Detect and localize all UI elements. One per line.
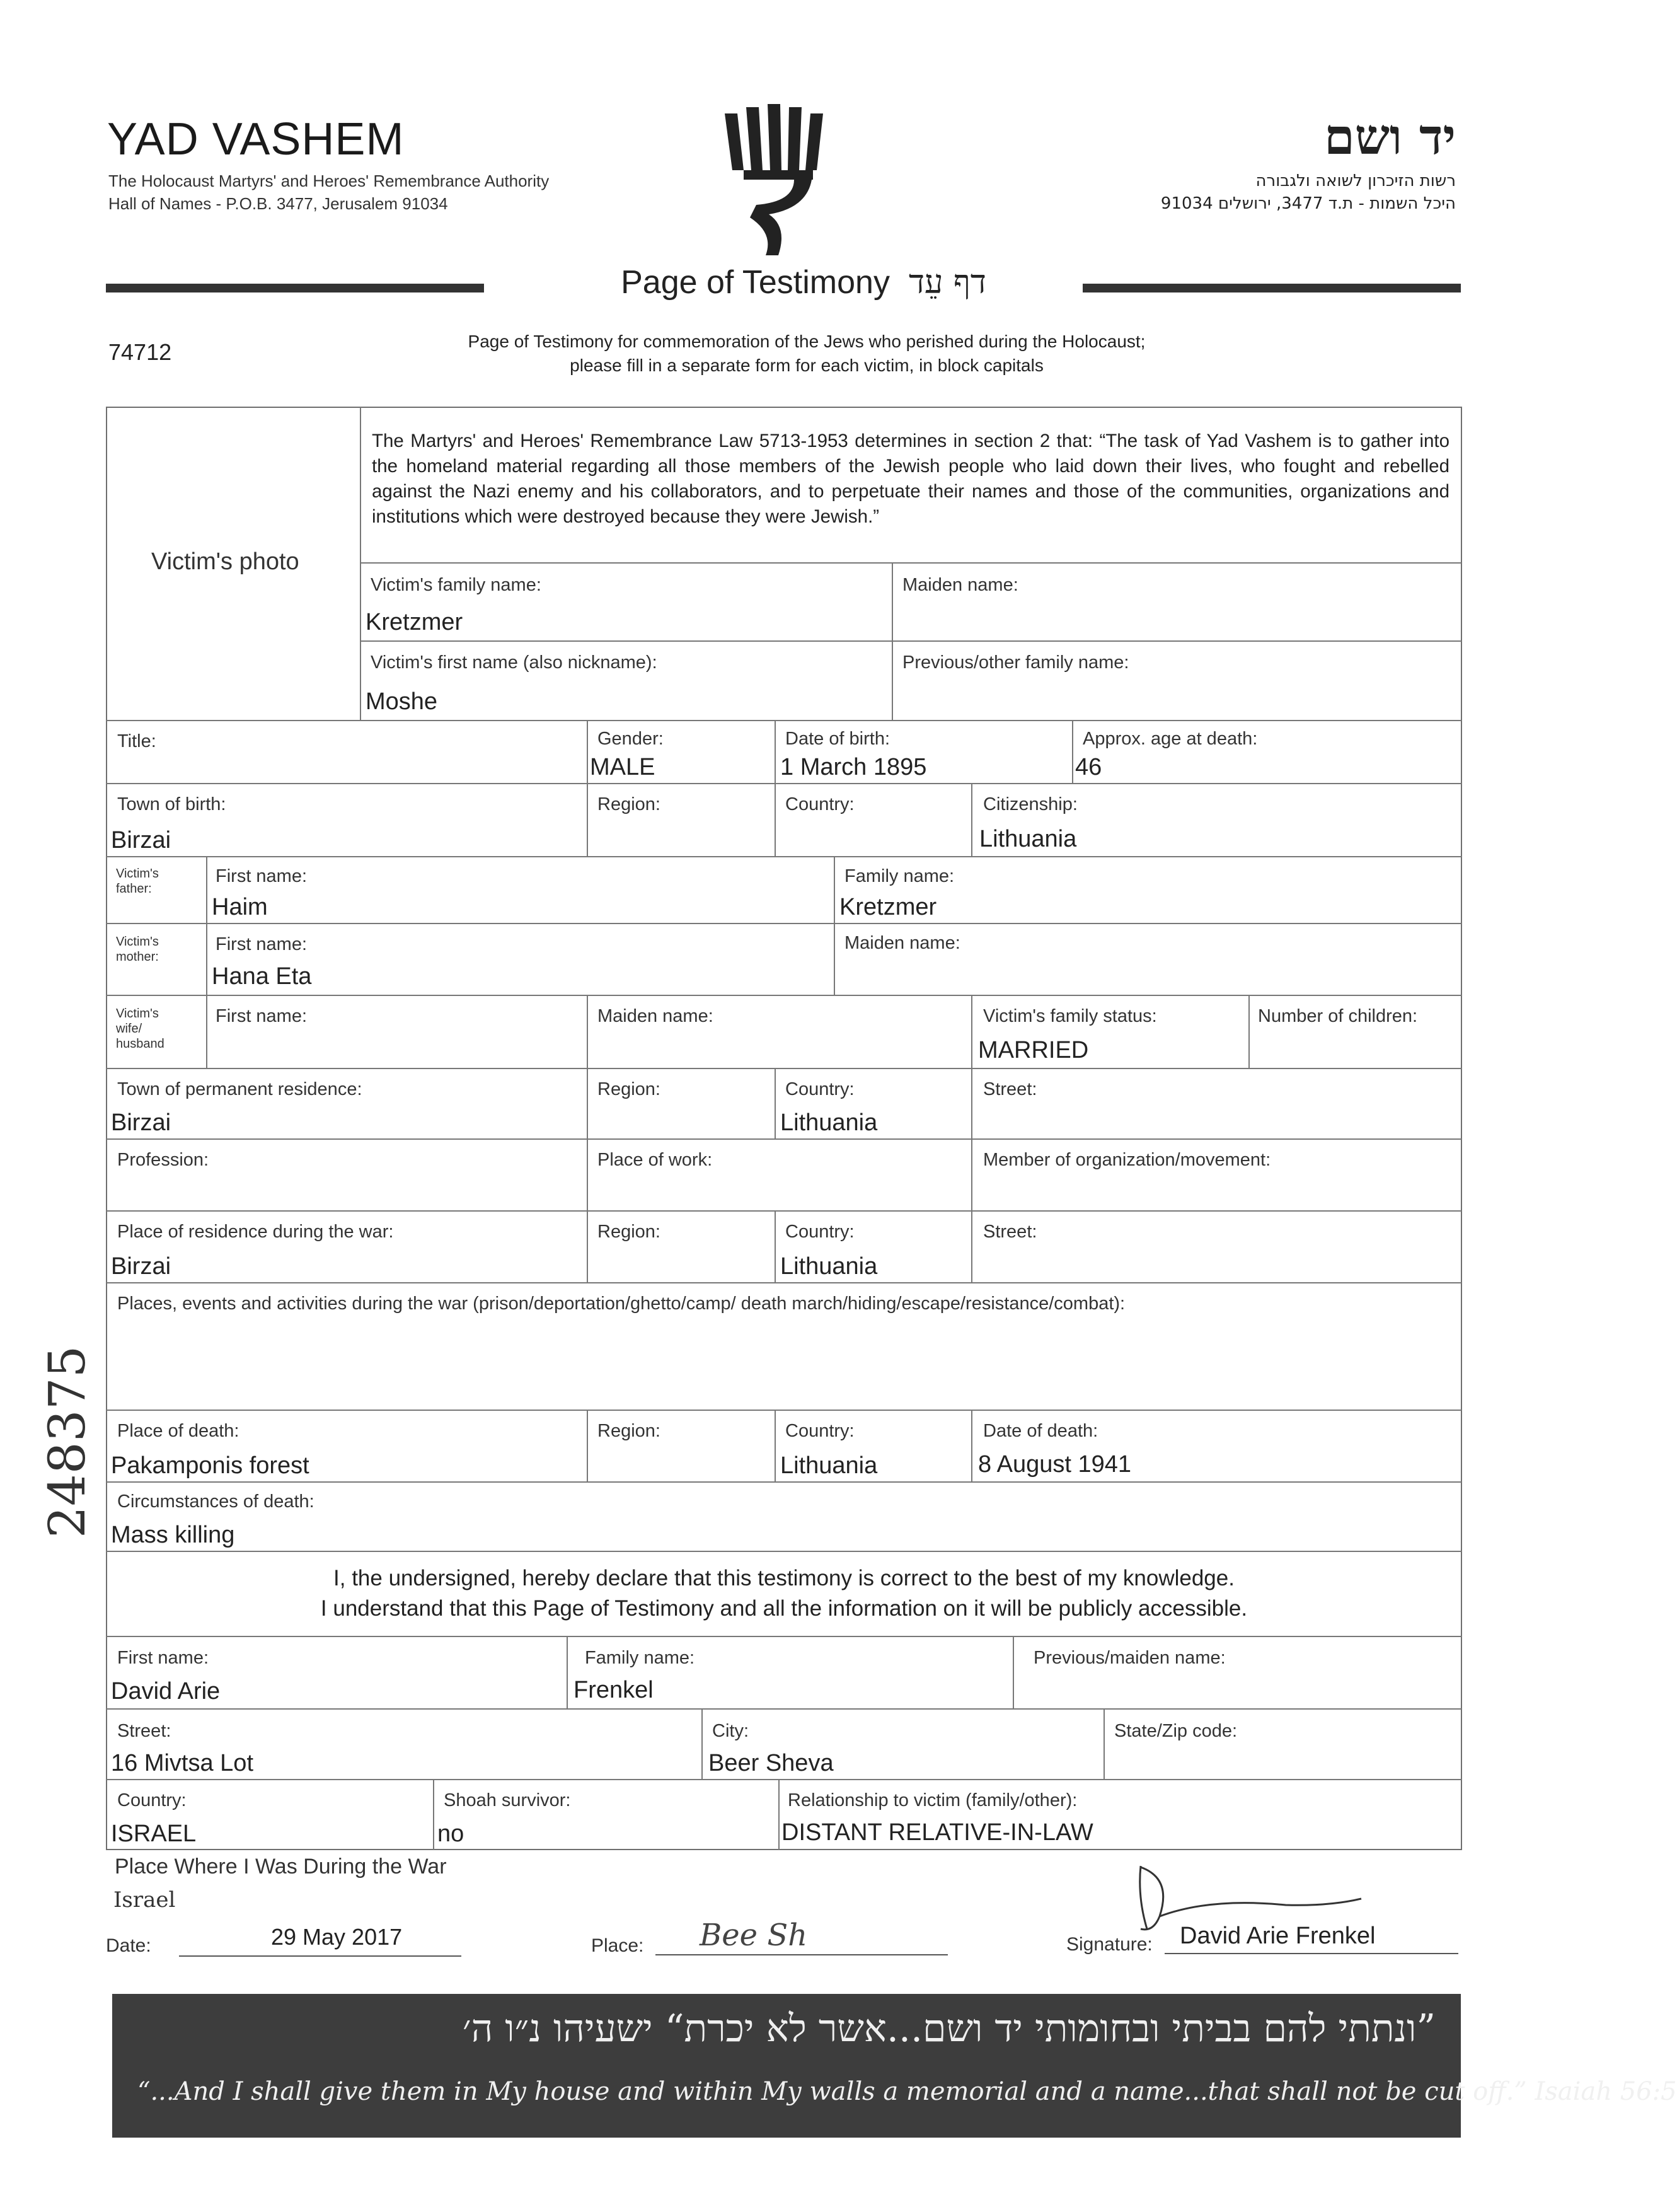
form-id: 74712 [108, 339, 172, 365]
war-street-label: Street: [983, 1222, 1037, 1242]
declaration-line-2: I understand that this Page of Testimony and all the information on it will be publicly accessible. [320, 1596, 1248, 1621]
signature-line [1165, 1953, 1458, 1954]
sub-city-value: Beer Sheva [708, 1750, 834, 1776]
death-circ-value: Mass killing [111, 1522, 235, 1548]
war-country-label: Country: [785, 1222, 855, 1242]
residence-street-cell [972, 1068, 1462, 1139]
org-line-1: The Holocaust Martyrs' and Heroes' Remembrance Authority [108, 171, 550, 190]
date-line [179, 1955, 461, 1957]
footer-banner [112, 1994, 1677, 2138]
age-label: Approx. age at death: [1083, 729, 1258, 749]
death-country-label: Country: [785, 1421, 855, 1441]
sub-city-label: City: [712, 1721, 749, 1741]
war-region-label: Region: [597, 1222, 660, 1242]
place-label: Place: [591, 1935, 644, 1956]
page-title [0, 263, 1607, 301]
declaration-line-1: I, the undersigned, hereby declare that this testimony is correct to the best of my knowledge. [333, 1566, 1235, 1590]
sub-relation-value: DISTANT RELATIVE-IN-LAW [781, 1819, 1093, 1846]
mother-label: Victim's mother: [116, 935, 159, 964]
sub-survivor-label: Shoah survivor: [444, 1790, 571, 1810]
sub-country-value: ISRAEL [111, 1821, 197, 1847]
sub-first-label: First name: [117, 1648, 209, 1668]
war-place-label: Place Where I Was During the War [115, 1855, 447, 1879]
death-region-label: Region: [597, 1421, 660, 1441]
dob-value: 1 March 1895 [780, 754, 927, 780]
sub-family-value: Frenkel [573, 1677, 654, 1703]
maiden-name-label: Maiden name: [902, 575, 1018, 595]
citizenship-value: Lithuania [979, 826, 1077, 852]
profession-label: Profession: [117, 1150, 209, 1170]
spouse-maiden-label: Maiden name: [597, 1006, 713, 1026]
law-text: The Martyrs' and Heroes' Remembrance Law 5713-1953 determines in section 2 that: “The task of Yad Vashem is to gather into the homeland material regarding all those members of the Jewish people who laid down their lives, who fought and rebelled against the Nazi enemy and his collaborators, and to perpetuate their names and those of the communities, organizations and institutions which were destroyed because they were Jewish.” [372, 431, 1449, 527]
town-birth-value: Birzai [111, 827, 171, 854]
page-title-en: Page of Testimony [621, 264, 890, 301]
father-first-label: First name: [216, 866, 308, 886]
death-country-value: Lithuania [780, 1452, 878, 1479]
sub-state-label: State/Zip code: [1114, 1721, 1238, 1741]
father-family-label: Family name: [844, 866, 955, 886]
org-line-2: Hall of Names - P.O.B. 3477, Jerusalem 91034 [108, 194, 448, 213]
mother-first-value: Hana Eta [212, 963, 312, 990]
prev-family-label: Previous/other family name: [902, 652, 1129, 673]
sub-relation-label: Relationship to victim (family/other): [788, 1790, 1078, 1810]
heb-org-line-1: רשות הזיכרון לשואה ולגבורה [1255, 171, 1456, 190]
place-line [655, 1954, 948, 1955]
death-date-value: 8 August 1941 [978, 1451, 1131, 1478]
family-status-value: MARRIED [978, 1037, 1089, 1063]
footer-english-quote: “...And I shall give them in My house and within My walls a memorial and a name...that shall not be cut off.” Isaiah 56:5 [137, 2077, 1677, 2106]
death-place-value: Pakamponis forest [111, 1452, 309, 1479]
sub-street-label: Street: [117, 1721, 171, 1741]
war-street-cell [972, 1211, 1462, 1283]
family-name-label: Victim's family name: [371, 575, 541, 595]
sub-prev-label: Previous/maiden name: [1034, 1648, 1226, 1668]
father-label: Victim's father: [116, 867, 159, 896]
gender-value: MALE [590, 754, 655, 780]
side-handwritten-number: 248375 [38, 1345, 96, 1538]
sub-family-label: Family name: [585, 1648, 695, 1668]
mother-first-label: First name: [216, 934, 308, 954]
place-handwritten: Bee Sh [700, 1918, 808, 1953]
father-first-value: Haim [212, 894, 268, 920]
membership-label: Member of organization/movement: [983, 1150, 1271, 1170]
sub-first-value: David Arie [111, 1678, 221, 1705]
family-name-value: Kretzmer [366, 609, 463, 635]
residence-town-value: Birzai [111, 1109, 171, 1136]
yad-vashem-logo [718, 101, 844, 258]
war-events-label: Places, events and activities during the war (prison/deportation/ghetto/camp/ death march/hiding/escape/resistance/combat): [117, 1294, 1126, 1314]
family-status-label: Victim's family status: [983, 1006, 1157, 1026]
spouse-first-label: First name: [216, 1006, 308, 1026]
war-place-value: Israel [113, 1887, 176, 1913]
date-value: 29 May 2017 [271, 1924, 403, 1950]
footer-hebrew-quote: ”ונתתי להם בביתי ובחומותי יד ושם...אשר לא יכרת“ ישעיהו נ״ו ה׳ [462, 2006, 1436, 2051]
first-name-value: Moshe [366, 688, 438, 715]
residence-town-label: Town of permanent residence: [117, 1079, 362, 1099]
war-residence-label: Place of residence during the war: [117, 1222, 394, 1242]
town-birth-label: Town of birth: [117, 794, 226, 814]
region-birth-label: Region: [597, 794, 660, 814]
dob-label: Date of birth: [785, 729, 890, 749]
work-place-label: Place of work: [597, 1150, 713, 1170]
war-country-value: Lithuania [780, 1253, 878, 1280]
death-date-label: Date of death: [983, 1421, 1098, 1441]
death-circ-label: Circumstances of death: [117, 1491, 314, 1512]
residence-country-label: Country: [785, 1079, 855, 1099]
children-label: Number of children: [1258, 1006, 1418, 1026]
heb-org-line-2: היכל השמות - ת.ד 3477, ירושלים 91034 [1160, 194, 1456, 213]
citizenship-label: Citizenship: [983, 794, 1078, 814]
first-name-label: Victim's first name (also nickname): [371, 652, 657, 673]
war-residence-value: Birzai [111, 1253, 171, 1280]
intro-line-1: Page of Testimony for commemoration of the Jews who perished during the Holocaust; [468, 332, 1146, 351]
residence-street-label: Street: [983, 1079, 1037, 1099]
residence-country-value: Lithuania [780, 1109, 878, 1136]
father-family-value: Kretzmer [839, 894, 937, 920]
mother-maiden-label: Maiden name: [844, 933, 960, 953]
date-label: Date: [106, 1935, 151, 1956]
sub-state-cell [1104, 1709, 1462, 1780]
residence-region-label: Region: [597, 1079, 660, 1099]
page-title-he: דף עֵד [908, 263, 986, 301]
sub-street-value: 16 Mivtsa Lot [111, 1750, 253, 1776]
signature-label: Signature: [1066, 1934, 1153, 1955]
intro-text [353, 330, 1260, 378]
spouse-label: Victim's wife/ husband [116, 1007, 164, 1051]
signature-name: David Arie Frenkel [1180, 1923, 1376, 1949]
sub-survivor-value: no [437, 1821, 464, 1847]
sub-country-label: Country: [117, 1790, 187, 1810]
org-name: YAD VASHEM [107, 114, 405, 165]
title-label: Title: [117, 731, 156, 751]
heb-org-name: יד ושם [1324, 108, 1456, 166]
intro-line-2: please fill in a separate form for each victim, in block capitals [570, 356, 1044, 375]
declaration [106, 1563, 1462, 1624]
age-value: 46 [1075, 754, 1102, 780]
gender-label: Gender: [597, 729, 664, 749]
death-place-label: Place of death: [117, 1421, 239, 1441]
title-cell [106, 721, 587, 784]
photo-label: Victim's photo [151, 548, 299, 575]
country-birth-label: Country: [785, 794, 855, 814]
